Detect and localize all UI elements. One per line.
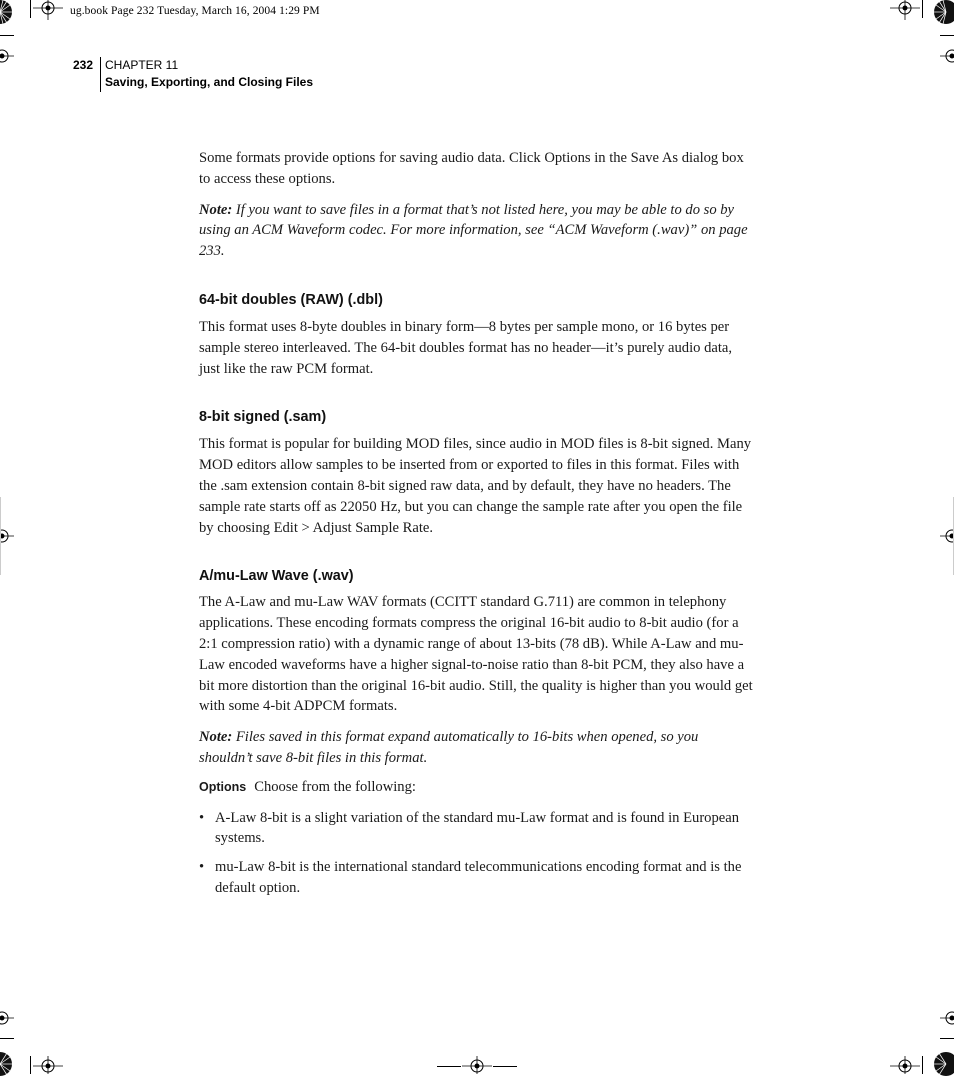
crop-line-top-left-v (30, 0, 31, 18)
intro-note (199, 200, 755, 262)
starburst-mark-top-left (0, 0, 20, 30)
page-number: 232 (73, 58, 93, 72)
chapter-label: CHAPTER 11 (105, 58, 178, 72)
crosshair-mark-bottom-right (890, 1054, 920, 1074)
section-heading-mulaw: A/mu-Law Wave (.wav) (199, 566, 755, 586)
list-item: • mu-Law 8-bit is the international standard telecommunications encoding format and is the default option. (199, 857, 755, 899)
crop-line-bottom-left-v (30, 1056, 31, 1074)
chapter-title: Saving, Exporting, and Closing Files (105, 75, 313, 89)
crosshair-mark-right-upper (938, 44, 954, 68)
crop-line-right-top-h (940, 35, 954, 36)
note-text: If you want to save files in a format that’s not listed here, you may be able to do so by using an ACM Waveform codec. For more information, see “ACM Waveform (.wav)” on page 233. (199, 202, 748, 260)
crop-line-left-bottom-h (0, 1038, 14, 1039)
list-item: • A-Law 8-bit is a slight variation of the standard mu-Law format and is found in European systems. (199, 808, 755, 850)
crosshair-mark-right-lower (938, 1006, 954, 1030)
crosshair-mark-top-right (890, 0, 920, 22)
crop-line-left-mid-v (0, 497, 1, 575)
crosshair-mark-left-upper (0, 44, 16, 68)
section-body-sam: This format is popular for building MOD files, since audio in MOD files is 8-bit signed. Many MOD editors allow samples to be inserted from or exported to files in this format. Files with the .sam extension contain 8-bit signed raw data, and by default, they have no headers. The sample rate starts off as 22050 Hz, but you can change the sample rate after you open the file by choosing Edit > Adjust Sample Rate. (199, 434, 755, 538)
page-body (199, 148, 755, 899)
intro-paragraph: Some formats provide options for saving audio data. Click Options in the Save As dialog box to access these options. (199, 148, 755, 190)
crosshair-mark-bottom-center (462, 1054, 492, 1074)
bullet-icon: • (199, 857, 204, 878)
section-body-mulaw: The A-Law and mu-Law WAV formats (CCITT standard G.711) are common in telephony applications. These encoding formats compress the original 16-bit audio to 8-bit audio (for a 2:1 compression ratio) with a dynamic range of about 13-bits (78 dB). While A-Law and mu-Law encoded waveforms have a higher signal-to-noise ratio than 8-bit PCM, they also have a bit more distortion than the original 16-bit audio. Still, the quality is higher than you would get with some 4-bit ADPCM formats. (199, 592, 755, 717)
crop-line-bottom-center-left-h (437, 1066, 461, 1067)
section-heading-sam: 8-bit signed (.sam) (199, 407, 755, 427)
options-list (199, 808, 755, 899)
crosshair-mark-bottom-left (33, 1054, 63, 1074)
section-heading-dbl: 64-bit doubles (RAW) (.dbl) (199, 290, 755, 310)
note-label: Note: (199, 202, 232, 218)
options-line (199, 777, 755, 798)
section-body-dbl: This format uses 8-byte doubles in binary form—8 bytes per sample mono, or 16 bytes per sample stereo interleaved. The 64-bit doubles format has no header—it’s purely audio data, just like the raw PCM format. (199, 317, 755, 379)
mulaw-note (199, 727, 755, 769)
crop-line-left-top-h (0, 35, 14, 36)
crosshair-mark-left-lower (0, 1006, 16, 1030)
crop-line-top-right-v (922, 0, 923, 18)
note-label: Note: (199, 729, 232, 745)
starburst-mark-bottom-right (932, 1046, 954, 1086)
crop-line-bottom-right-v (922, 1056, 923, 1074)
options-label: Options (199, 780, 246, 794)
starburst-mark-bottom-left (0, 1046, 20, 1086)
starburst-mark-top-right (932, 0, 954, 30)
note-text: Files saved in this format expand automatically to 16-bits when opened, so you shouldn’t save 8-bit files in this format. (199, 729, 698, 766)
crosshair-mark-left-middle (0, 524, 16, 548)
crop-line-bottom-center-right-h (493, 1066, 517, 1067)
crosshair-mark-top-left (33, 0, 63, 22)
print-slug: ug.book Page 232 Tuesday, March 16, 2004 1:29 PM (70, 5, 320, 17)
header-divider (100, 57, 101, 92)
crosshair-mark-right-middle (938, 524, 954, 548)
crop-line-right-bottom-h (940, 1038, 954, 1039)
options-intro: Choose from the following: (254, 779, 416, 795)
bullet-icon: • (199, 808, 204, 829)
